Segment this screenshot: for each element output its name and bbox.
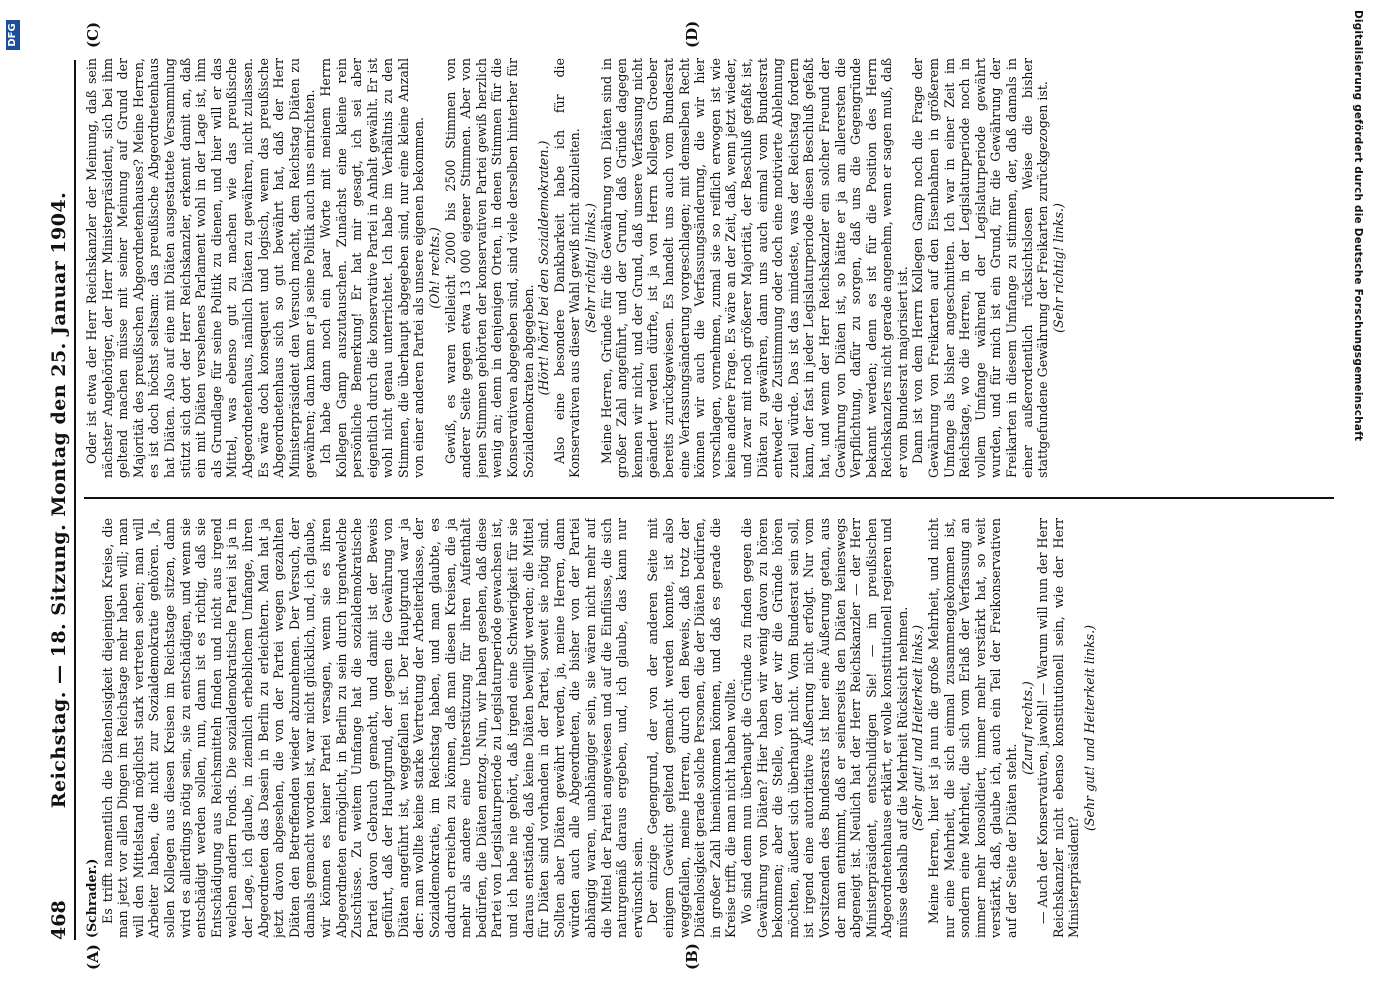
- margin-marker-a: (A): [84, 944, 102, 970]
- paragraph: Wo sind denn nun überhaupt die Gründe zu finden gegen die Gewährung von Diäten? Hier haben wir wenig davon zu hören bekommen; aber die Stelle, von der wir die Gründe hören möchten, äußert sich überhaupt nicht. Vom Bundesrat sein soll, ist irgend eine autoritative Äußerung nicht erfolgt. Nur vom Vorsitzenden des Bundesrats ist hier eine Äußerung getan, aus der man entnimmt, daß er seinerseits den Diäten keineswegs abgeneigt ist. Neulich hat der Herr Reichskanzler — der Herr Ministerpräsident, entschuldigen Sie! — im preußischen Abgeordnetenhause erklärt, er wolle konstitutionell regieren und müsse deshalb auf die Mehrheit Rücksicht nehmen.: [738, 518, 910, 938]
- paragraph: Also eine besondere Dankbarkeit habe ich für die Konservativen aus dieser Wahl gewiß nicht abzuleiten.: [551, 58, 583, 478]
- paragraph: Der einzige Gegengrund, der von der anderen Seite mit einigem Gewicht geltend gemacht werden konnte, ist also weggefallen, meine Herren, durch den Beweis, daß trotz der Diätenlosigkeit gerade solche Personen, die der Diäten bedürfen, in großer Zahl hineinkommen können, und daß es gerade die Kreise trifft, die man nicht haben wollte.: [645, 518, 739, 938]
- reaction-line: (Sehr gut! und Heiterkeit links.): [1082, 624, 1097, 832]
- margin-marker-d: (D): [683, 20, 701, 48]
- paragraph: Meine Herren, hier ist ja nun die große Mehrheit, und nicht nur eine Mehrheit, die sich einmal zusammengekommen ist, sondern eine Mehrheit, die sich vom Erlaß der Verfassung an immer mehr konsolidiert, immer mehr verstärkt hat, so weit verstärkt, daß, glaube ich, auch ein Teil der Freikonservativen auf der Seite der Diäten steht.: [926, 518, 1020, 938]
- margin-marker-c: (C): [84, 21, 102, 48]
- paragraph: Gewiß, es waren vielleicht 2000 bis 2500 Stimmen von anderer Seite gegen etwa 13 000 eigener Stimmen. Aber von jenen Stimmen gehörten der konservativen Partei gewiß herzlich wenig an; denn in denjenigen Orten, in denen Stimmen für die Konservativen abgegeben sind, sind viele derselben hinterher für Sozialdemokraten abgegeben.: [442, 58, 536, 478]
- page-number: 468: [48, 900, 70, 940]
- page-header: [44, 60, 76, 940]
- reaction-line: (Zuruf rechts.): [1019, 681, 1035, 775]
- left-column: [84, 518, 1334, 938]
- digitization-credit: [1352, 10, 1364, 441]
- paragraph: — Auch der Konservativen, jawohl! — Warum will nun der Herr Reichskanzler nicht ebenso konstitutionell sein, wie der Herr Ministerpräsident?: [1035, 518, 1082, 938]
- column-divider: [84, 497, 1334, 499]
- paragraph: Oder ist etwa der Herr Reichskanzler der Meinung, daß sein nächster Angehöriger, der Herr Ministerpräsident, sich bei ihm geltend machen müsse mit seiner Meinung auf Grund der Majorität des preußischen Abgeordnetenhauses? Meine Herren, es ist doch höchst seltsam: das preußische Abgeordnetenhaus hat Diäten. Also auf eine mit Diäten ausgestattete Versammlung stützt sich dort der Herr Reichskanzler, erkennt damit an, daß ein mit Diäten versehenes Parlament wohl in der Lage ist, ihm als Grundlage für seine Politik zu dienen, und hier will er das Mittel, was ebenso gut zu machen wie das preußische Abgeordnetenhaus, nämlich Diäten zu gewähren, nicht zulassen. Es wäre doch konsequent und logisch, wenn das preußische Abgeordnetenhaus sich so gut bewährt hat, daß der Herr Ministerpräsident den Versuch macht, dem Reichstag Diäten zu gewähren; dann kann er ja seine Politik auch uns einrichten.: [84, 58, 318, 478]
- dfg-logo: DFG: [6, 20, 20, 50]
- paragraph: Ich habe dann noch ein paar Worte mit meinem Herrn Kollegen Gamp auszutauschen. Zunächst eine kleine rein persönliche Bemerkung! Er hat mir gesagt, ich sei aber eigentlich durch die konservative Partei in Anhalt gewählt. Er ist wohl nicht genau unterrichtet. Ich habe im Verhältnis zu den Stimmen, die überhaupt abgegeben sind, nur eine kleine Anzahl von einer anderen Partei als unsere eigenen bekommen.: [317, 58, 427, 478]
- header-title-line: [48, 60, 70, 940]
- margin-marker-b: (B): [683, 943, 701, 970]
- reaction-line: (Sehr richtig! links.): [583, 203, 598, 333]
- right-column: [84, 58, 1334, 478]
- reaction-line: (Sehr gut! und Heiterkeit links.): [910, 624, 926, 832]
- credit-text: Digitalisierung gefördert durch die Deutsche Forschungsgemeinschaft: [1352, 10, 1364, 442]
- session-date: Montag den 25. Januar 1904.: [48, 191, 70, 517]
- paragraph: Es trifft namentlich die Diätenlosigkeit diejenigen Kreise, die man jetzt vor allen Dingen im Reichstage mehr haben will; man will den Mittelstand möglichst stark vertreten sehen; man will Arbeiter haben, die nicht zur Sozialdemokratie gehören. Ja, sollen Kollegen aus diesen Kreisen im Reichstage sitzen, dann wird es allerdings nötig sein, sie zu entschädigen, und wenn sie entschädigt werden sollen, nun, dann ist es richtig, daß sie Entschädigung aus Reichsmitteln finden und nicht aus irgend welchen andern Fonds. Die sozialdemokratische Partei ist ja in der Lage, ich glaube, in ziemlich erheblichem Umfange, ihren Abgeordneten das Dasein in Berlin zu erleichtern. Man hat ja jetzt davon abgesehen, die von der Partei wegen gezahlten Diäten den Betreffenden wieder abzunehmen. Der Versuch, der damals gemacht worden ist, war nicht glücklich, und, ich glaube, wir können es keiner Partei versagen, wenn sie es ihren Abgeordneten ermöglicht, in Berlin zu sein durch irgendwelche Zuschüsse. Zu weitem Umfange hat die sozialdemokratische Partei davon Gebrauch gemacht, und damit ist der Beweis geführt, daß der Hauptgrund, der gegen die Gewährung von Diäten angeführt ist, weggefallen ist. Der Hauptgrund war ja der: man wollte keine starke Vertretung der Arbeiterklasse, der Sozialdemokratie, im Reichstag haben, und man glaubte, es dadurch erreichen zu können, daß man diesen Kreisen, die ja mehr als andere eine Unterstützung für ihren Aufenthalt bedürfen, die Diäten entzog. Nun, wir haben gesehen, daß diese Partei von Legislaturperiode zu Legislaturperiode gewachsen ist, und ich habe nie gehört, daß irgend eine Schwierigkeit für sie daraus entstände, daß keine Diäten bewilligt werden; die Mittel für Diäten sind vorhanden in der Partei, soweit sie nötig sind. Sollten aber Diäten gewährt werden, ja, meine Herren, dann würden auch alle Abgeordneten, die bisher von der Partei abhängig waren, unabhängiger sein, sie wären nicht mehr auf die Mittel der Partei angewiesen und auf die Einflüsse, die sich naturgemäß daraus ergeben, und, ich glaube, das kann nur erwünscht sein.: [99, 518, 645, 938]
- speaker-label: (Schrader.): [84, 858, 99, 938]
- session-title: Reichstag. — 18. Sitzung.: [48, 523, 70, 809]
- reaction-line: (Hört! hört! bei den Sozialdemokraten.): [536, 140, 552, 396]
- paragraph: Dann ist von dem Herrn Kollegen Gamp noch die Frage der Gewährung von Freikarten auf den Eisenbahnen in größerem Umfange als bisher angeschnitten. Ich war in einer Zeit im Reichstage, wo die Herren, in der Legislaturperiode noch in vollem Umfange während der Legislaturperiode gewährt wurden, und für mich ist ein Grund, für die Gewährung der Freikarten in diesem Umfange zu stimmen, der, daß damals in einer außerordentlich rücksichtslosen Weise die bisher stattgefundene Gewährung der Freikarten zurückgezogen ist.: [910, 58, 1051, 478]
- reaction-line: (Sehr richtig! links.): [1050, 203, 1066, 333]
- reaction-line: (Oh! rechts.): [427, 227, 443, 309]
- paragraph: Meine Herren, Gründe für die Gewährung von Diäten sind in großer Zahl angeführt, und der Grund, daß Gründe dagegen kennen wir nicht, und der Grund, daß unsere Verfassung nicht geändert werden dürfte, ist ja von Herrn Kollegen Groeber bereits zurückgewiesen. Es handelt uns auch vom Bundesrat eine Verfassungsänderung vorgeschlagen; mit demselben Recht können wir auch die Verfassungsänderung, die wir hier vorschlagen, vornehmen, zumal sie so reiflich erwogen ist wie keine andere Frage. Es wäre an der Zeit, daß, wenn jetzt wieder, und zwar mit noch größerer Majorität, der Beschluß gefaßt ist, Diäten zu gewähren, dann uns auch einmal vom Bundesrat entweder die Zustimmung oder doch eine motivierte Ablehnung zuteil würde. Das ist das mindeste, was der Reichstag fordern kann, der fast in jeder Legislaturperiode diesen Beschluß gefaßt hat, und wenn der Herr Reichskanzler ein solcher Freund der Gewährung von Diäten ist, so hätte er ja am allerersten die Verpflichtung, dafür zu sorgen, daß uns die Gegengründe bekannt werden; denn es ist für die Position des Herrn Reichskanzlers nicht gerade angenehm, wenn er sagen muß, daß er vom Bundesrat majorisiert ist.: [598, 58, 910, 478]
